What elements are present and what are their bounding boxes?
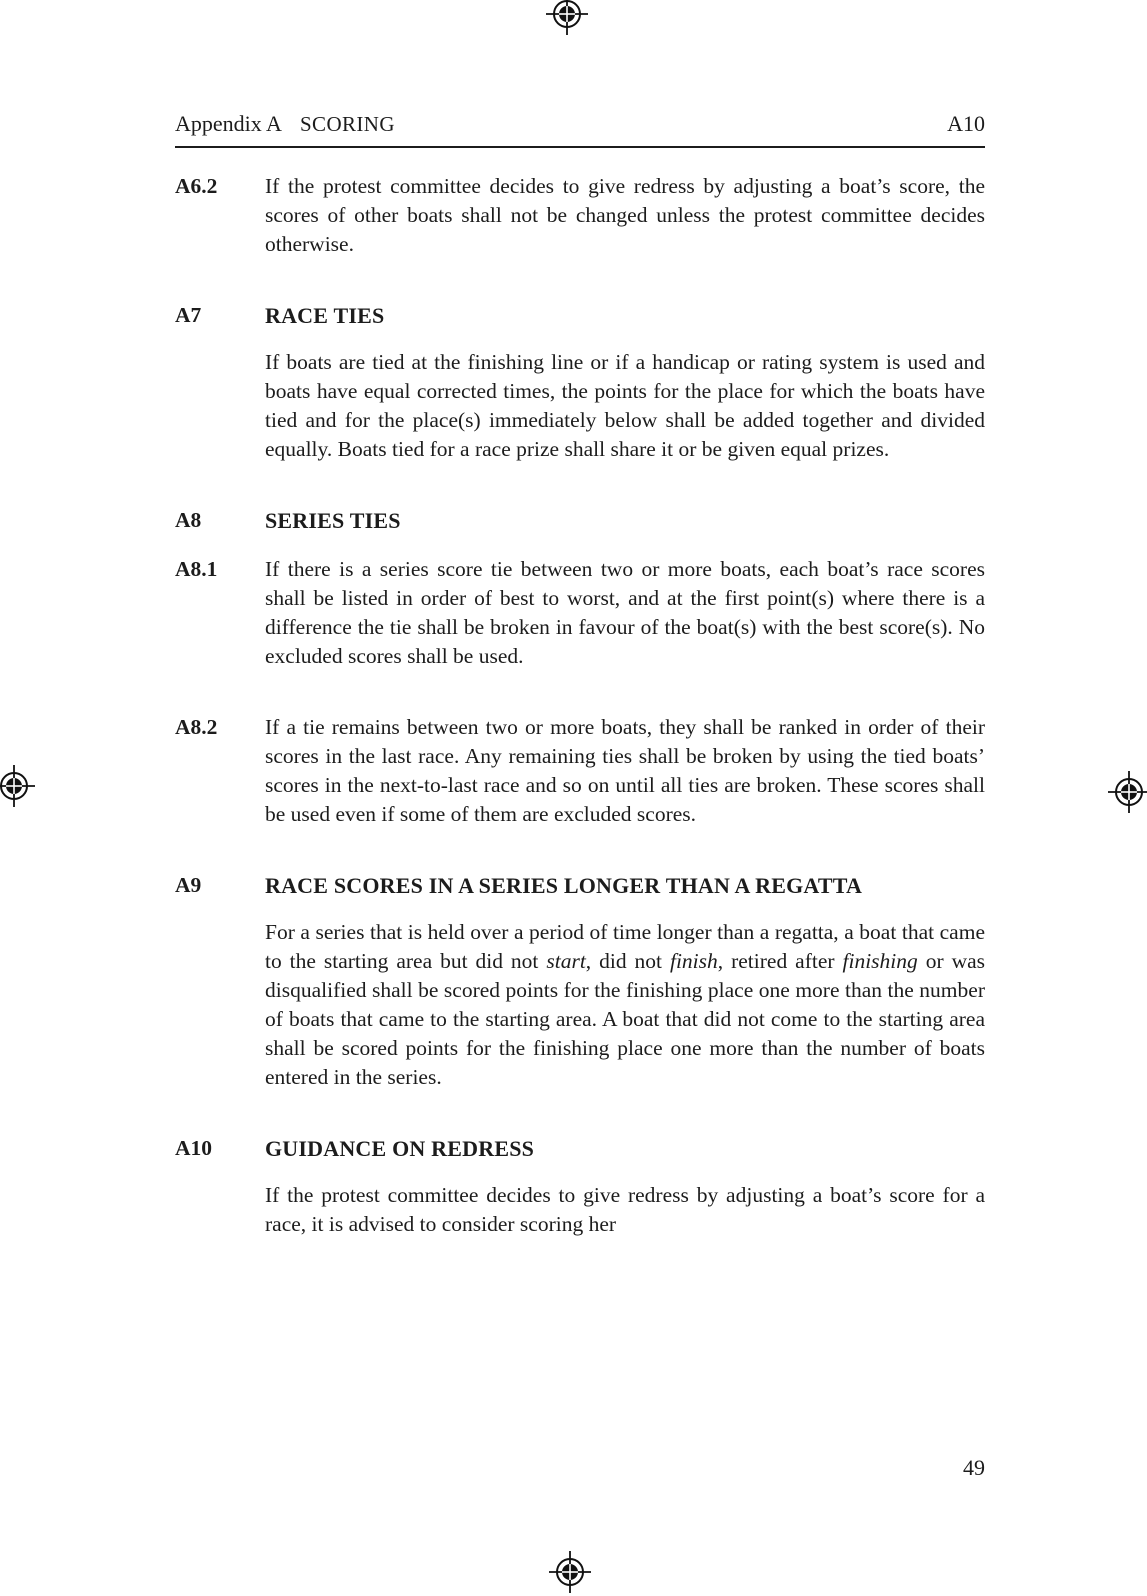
clause-number: A10 xyxy=(175,1136,213,1160)
registration-mark-icon xyxy=(1105,768,1147,816)
clause-number: A9 xyxy=(175,873,202,897)
clause-body xyxy=(265,871,985,1092)
clause-heading: GUIDANCE ON REDRESS xyxy=(265,1136,535,1161)
defined-term-italic: start xyxy=(546,949,586,973)
rule-a8-2 xyxy=(175,713,985,829)
clause-number: A7 xyxy=(175,303,202,327)
appendix-subject: SCORING xyxy=(299,112,395,136)
clause-number: A6.2 xyxy=(175,174,218,198)
clause-number: A8.2 xyxy=(175,715,218,739)
clause-paragraph xyxy=(265,1181,985,1239)
page-content xyxy=(175,0,985,1239)
text-segment: If the protest committee decides to give redress by adjusting a boat’s score, the scores of other boats shall not be changed unless the protest committee decides otherwise. xyxy=(265,174,985,256)
text-segment: , retired after xyxy=(717,949,843,973)
text-segment: If the protest committee decides to give redress by adjusting a boat’s score for a race, it is advised to consider scoring her xyxy=(265,1183,985,1236)
text-segment: For a series that is held over a period of time longer than a regatta, a boat that came to the starting area but did not xyxy=(265,920,985,973)
clause-paragraph xyxy=(265,555,985,671)
clause-paragraph xyxy=(265,713,985,829)
clause-number: A8 xyxy=(175,508,202,532)
rule-a7 xyxy=(175,301,985,464)
clause-body xyxy=(265,301,985,464)
text-segment: If boats are tied at the finishing line or if a handicap or rating system is used and boats have equal corrected times, the points for the place for which the boats have tied and for the place(s) immediately below shall be added together and divided equally. Boats tied for a race prize shall share it or be given equal prizes. xyxy=(265,350,985,461)
clause-body xyxy=(265,713,985,829)
rule-a8 xyxy=(175,506,985,535)
rule-a10 xyxy=(175,1134,985,1239)
clause-heading: SERIES TIES xyxy=(265,508,401,533)
clause-paragraph xyxy=(265,918,985,1092)
text-segment: If there is a series score tie between two or more boats, each boat’s race scores shall be listed in order of best to worst, and at the first point(s) where there is a difference the tie shall be broken in favour of the boat(s) with the best score(s). No excluded scores shall be used. xyxy=(265,557,985,668)
registration-mark-icon xyxy=(546,1548,594,1596)
clause-paragraph xyxy=(265,348,985,464)
registration-mark-icon xyxy=(0,762,38,810)
text-segment: If a tie remains between two or more boats, they shall be ranked in order of their scores in the last race. Any remaining ties shall be broken by using the tied boats’ scores in the next-to-last race and so on until all ties are broken. These scores shall be used even if some of them are excluded scores. xyxy=(265,715,985,826)
rules-list xyxy=(175,172,985,1239)
appendix-name: Appendix A xyxy=(175,111,282,136)
page-number: 49 xyxy=(963,1455,985,1480)
running-header xyxy=(175,111,985,148)
rule-a6-2 xyxy=(175,172,985,259)
clause-body xyxy=(265,1134,985,1239)
clause-heading: RACE TIES xyxy=(265,303,385,328)
clause-body xyxy=(265,172,985,259)
clause-body xyxy=(265,555,985,671)
text-segment: or was disqualified shall be scored points for the finishing place one more than the number of boats that came to the starting area. A boat that did not come to the starting area shall be scored points for the finishing place one more than the number of boats entered in the series. xyxy=(265,949,986,1089)
header-rule-label: A10 xyxy=(947,111,985,136)
text-segment: , did not xyxy=(585,949,670,973)
clause-number: A8.1 xyxy=(175,557,218,581)
clause-paragraph xyxy=(265,172,985,259)
clause-heading: RACE SCORES IN A SERIES LONGER THAN A REGATTA xyxy=(265,873,863,898)
defined-term-italic: finish xyxy=(669,949,718,973)
rule-a9 xyxy=(175,871,985,1092)
defined-term-italic: finishing xyxy=(842,949,918,973)
header-appendix-title xyxy=(175,111,395,137)
rule-a8-1 xyxy=(175,555,985,671)
clause-body xyxy=(265,506,985,535)
